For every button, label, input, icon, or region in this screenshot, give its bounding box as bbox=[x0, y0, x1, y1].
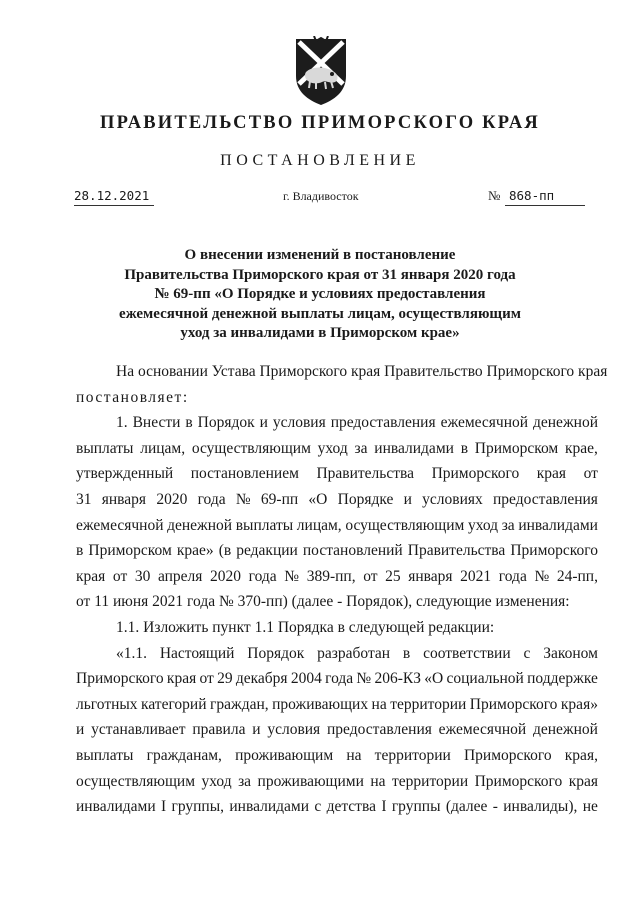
word: 31 bbox=[76, 490, 92, 508]
word: проживающим bbox=[235, 746, 334, 764]
word: редакции bbox=[236, 542, 298, 560]
word: 1. bbox=[116, 414, 128, 432]
word: постановлением bbox=[190, 465, 299, 483]
word: лицам, bbox=[140, 439, 186, 457]
word: 69-пп bbox=[260, 490, 299, 508]
word: Законом bbox=[543, 644, 598, 662]
word: денежной bbox=[532, 721, 598, 739]
word: ежемесячной bbox=[438, 721, 527, 739]
decree-subject bbox=[90, 246, 550, 344]
body-line bbox=[76, 666, 598, 692]
word: апреля bbox=[157, 567, 203, 585]
date-underline bbox=[74, 205, 154, 206]
word: I bbox=[381, 798, 387, 816]
word: в bbox=[76, 542, 84, 560]
word: в bbox=[402, 644, 411, 662]
word: за bbox=[238, 772, 252, 790]
word: 2021 bbox=[460, 567, 492, 585]
word: социальной bbox=[446, 670, 524, 688]
word: проживающими bbox=[257, 772, 364, 790]
word: в bbox=[460, 439, 469, 457]
body-line bbox=[76, 513, 598, 539]
word: края, bbox=[564, 746, 598, 764]
word: территории bbox=[374, 746, 451, 764]
word: 2020 bbox=[156, 490, 188, 508]
body-line bbox=[76, 794, 598, 820]
decree-body bbox=[76, 359, 608, 820]
word: 24-пп, bbox=[556, 567, 598, 585]
decree-title: ПОСТАНОВЛЕНИЕ bbox=[220, 152, 420, 169]
word: на bbox=[346, 746, 362, 764]
word: «О bbox=[308, 490, 328, 508]
word: Приморского bbox=[431, 465, 520, 483]
word: осуществляющим bbox=[345, 516, 465, 534]
word: за bbox=[354, 439, 368, 457]
number-underline bbox=[505, 205, 585, 206]
word: уход bbox=[467, 516, 499, 534]
word: № bbox=[284, 567, 300, 585]
word: края» bbox=[560, 695, 598, 713]
word: I bbox=[160, 798, 167, 816]
word: ежемесячной bbox=[76, 516, 164, 534]
word: Порядок bbox=[247, 644, 305, 662]
word: (в bbox=[218, 542, 232, 560]
word: «О bbox=[424, 670, 444, 688]
word: предоставления bbox=[330, 414, 436, 432]
word: осуществляющим bbox=[76, 772, 196, 790]
body-line bbox=[76, 743, 598, 769]
word: выплаты bbox=[76, 439, 134, 457]
word: января bbox=[408, 567, 453, 585]
body-line: от 11 июня 2021 года № 370-пп) (далее - Порядок), следующие изменения: bbox=[76, 593, 570, 611]
word: крае» bbox=[176, 542, 214, 560]
word: (далее bbox=[445, 798, 488, 816]
word: Правительства bbox=[316, 465, 415, 483]
word: от bbox=[199, 670, 214, 688]
word: осуществляющим bbox=[191, 439, 311, 457]
word: на bbox=[371, 695, 387, 713]
word: уход bbox=[201, 772, 232, 790]
word: ежемесячной bbox=[440, 414, 529, 432]
word: предоставления bbox=[493, 490, 598, 508]
word: предоставления bbox=[326, 721, 432, 739]
word: инвалиды), bbox=[503, 798, 578, 816]
word: с bbox=[314, 798, 322, 816]
word: группы, bbox=[171, 798, 225, 816]
word: № bbox=[534, 567, 550, 585]
word: группы bbox=[391, 798, 441, 816]
word: условия bbox=[267, 721, 321, 739]
word: года bbox=[498, 567, 527, 585]
word: инвалидами bbox=[76, 798, 156, 816]
word: 25 bbox=[385, 567, 401, 585]
body-line bbox=[76, 692, 598, 718]
word: Настоящий bbox=[159, 644, 235, 662]
word: за bbox=[501, 516, 515, 534]
word: постановлений bbox=[302, 542, 403, 560]
body-line bbox=[76, 410, 598, 436]
word: от bbox=[363, 567, 378, 585]
word: денежной bbox=[533, 414, 598, 432]
word: с bbox=[523, 644, 531, 662]
word: выплаты bbox=[235, 516, 294, 534]
subject-line: уход за инвалидами в Приморском крае» bbox=[180, 325, 460, 341]
word: Порядок bbox=[197, 414, 255, 432]
word: Правительства bbox=[407, 542, 506, 560]
word: Приморского bbox=[463, 746, 552, 764]
word: года bbox=[248, 567, 277, 585]
subject-line: № 69-пп «О Порядке и условиях предоставления bbox=[154, 286, 486, 302]
word: № bbox=[235, 490, 251, 508]
word: инвалидами bbox=[229, 798, 309, 816]
word: от bbox=[112, 567, 128, 585]
body-line bbox=[76, 717, 598, 743]
body-line bbox=[76, 461, 598, 487]
word: льготных bbox=[76, 695, 138, 713]
word: Приморском bbox=[474, 439, 559, 457]
word: категорий bbox=[141, 695, 207, 713]
word: не bbox=[582, 798, 598, 816]
word: в bbox=[185, 414, 193, 432]
coat-of-arms-emblem bbox=[292, 36, 350, 108]
body-line: постановляет: bbox=[76, 388, 189, 406]
word: «1.1. bbox=[116, 644, 147, 662]
word: и bbox=[76, 721, 85, 739]
word: Приморского bbox=[469, 695, 558, 713]
word: денежной bbox=[167, 516, 233, 534]
word: края bbox=[568, 772, 598, 790]
word: № bbox=[356, 670, 372, 688]
word: устанавливает bbox=[91, 721, 186, 739]
word: проживающих bbox=[272, 695, 369, 713]
word: 2004 bbox=[290, 670, 322, 688]
word: Порядке bbox=[337, 490, 394, 508]
word: 389-пп, bbox=[306, 567, 356, 585]
word: января bbox=[101, 490, 147, 508]
word: 206-КЗ bbox=[374, 670, 421, 688]
body-line bbox=[76, 487, 598, 513]
word: детства bbox=[326, 798, 376, 816]
word: условиях bbox=[422, 490, 483, 508]
word: Внести bbox=[132, 414, 181, 432]
government-title: ПРАВИТЕЛЬСТВО ПРИМОРСКОГО КРАЯ bbox=[99, 113, 540, 133]
word: граждан, bbox=[210, 695, 269, 713]
word: условия bbox=[272, 414, 326, 432]
word: лицам, bbox=[296, 516, 342, 534]
word: - bbox=[492, 798, 498, 816]
body-line bbox=[76, 538, 598, 564]
word: края bbox=[536, 465, 567, 483]
word: края bbox=[166, 670, 197, 688]
word: года bbox=[197, 490, 226, 508]
body-line: 1.1. Изложить пункт 1.1 Порядка в следующей редакции: bbox=[116, 618, 495, 636]
word: Приморского bbox=[474, 772, 563, 790]
subject-line: Правительства Приморского края от 31 января 2020 года bbox=[124, 266, 516, 283]
word: Приморского bbox=[510, 542, 598, 560]
word: края bbox=[76, 567, 106, 585]
word: поддержке bbox=[527, 670, 598, 688]
word: года bbox=[325, 670, 354, 688]
word: от bbox=[583, 465, 598, 483]
word: разработан bbox=[317, 644, 391, 662]
body-line bbox=[76, 641, 598, 667]
word: крае, bbox=[564, 439, 598, 457]
subject-line: ежемесячной денежной выплаты лицам, осуществляющим bbox=[119, 305, 521, 322]
word: Приморском bbox=[88, 542, 172, 560]
word: 2020 bbox=[210, 567, 242, 585]
word: и bbox=[252, 721, 261, 739]
word: гражданам, bbox=[146, 746, 222, 764]
body-line bbox=[76, 564, 598, 590]
word: уход bbox=[317, 439, 348, 457]
number-sign: № bbox=[488, 188, 501, 203]
word: соответствии bbox=[423, 644, 511, 662]
subject-line: О внесении изменений в постановление bbox=[184, 247, 456, 263]
body-line: На основании Устава Приморского края Правительство Приморского края bbox=[116, 363, 608, 380]
word: инвалидами bbox=[374, 439, 454, 457]
decree-number: 868-пп bbox=[509, 188, 555, 203]
word: и bbox=[259, 414, 268, 432]
word: 29 bbox=[217, 670, 233, 688]
word: на bbox=[370, 772, 386, 790]
word: декабря bbox=[235, 670, 288, 688]
word: утвержденный bbox=[76, 465, 174, 483]
word: правила bbox=[192, 721, 246, 739]
decree-city: г. Владивосток bbox=[283, 189, 359, 203]
word: территории bbox=[390, 695, 467, 713]
word: 30 bbox=[134, 567, 151, 585]
word: выплаты bbox=[76, 746, 134, 764]
word: инвалидами bbox=[518, 516, 598, 534]
word: территории bbox=[392, 772, 469, 790]
word: Приморского bbox=[76, 670, 164, 688]
decree-date: 28.12.2021 bbox=[74, 188, 150, 203]
body-line bbox=[76, 769, 598, 795]
word: и bbox=[403, 490, 412, 508]
body-line bbox=[76, 436, 598, 462]
